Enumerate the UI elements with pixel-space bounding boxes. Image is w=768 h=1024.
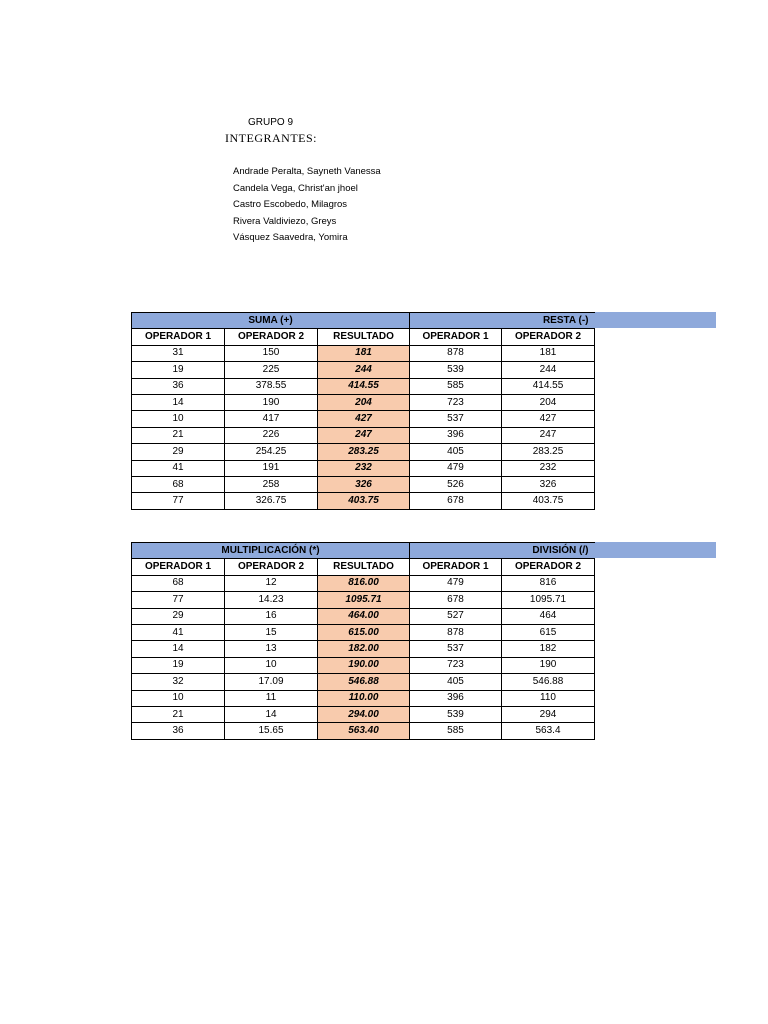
- column-header: OPERADOR 2: [502, 559, 595, 575]
- table-cell: 244: [502, 362, 595, 378]
- column-header: RESULTADO: [318, 329, 410, 345]
- result-cell: 816.00: [318, 575, 410, 591]
- table-cell: 539: [410, 706, 502, 722]
- column-header: OPERADOR 1: [132, 329, 225, 345]
- table-cell: 10: [132, 690, 225, 706]
- table-cell: 427: [502, 411, 595, 427]
- result-cell: 563.40: [318, 723, 410, 739]
- result-cell: 182.00: [318, 641, 410, 657]
- member-name: Andrade Peralta, Sayneth Vanessa: [233, 166, 381, 177]
- table-cell: 10: [132, 411, 225, 427]
- result-cell: 615.00: [318, 624, 410, 640]
- table-cell: 615: [502, 624, 595, 640]
- table-cell: 326: [502, 476, 595, 492]
- table-cell: 414.55: [502, 378, 595, 394]
- result-cell: 403.75: [318, 493, 410, 509]
- member-name: Rivera Valdiviezo, Greys: [233, 215, 337, 227]
- table-cell: 32: [132, 674, 225, 690]
- table-row: [132, 608, 595, 624]
- members-list: [233, 164, 381, 247]
- table-cell: 479: [410, 460, 502, 476]
- table-row: [132, 674, 595, 690]
- table-row: [132, 427, 595, 443]
- table-title-row: [132, 543, 595, 559]
- table-row: [132, 493, 595, 509]
- table-cell: 326.75: [225, 493, 318, 509]
- table-cell: 15.65: [225, 723, 318, 739]
- table-cell: 77: [132, 493, 225, 509]
- table-cell: 678: [410, 592, 502, 608]
- division-title: DIVISIÓN (/): [410, 543, 595, 559]
- table-cell: 68: [132, 575, 225, 591]
- table-cell: 537: [410, 411, 502, 427]
- table-row: [132, 723, 595, 739]
- table-cell: 41: [132, 460, 225, 476]
- table-cell: 150: [225, 345, 318, 361]
- table-cell: 29: [132, 444, 225, 460]
- table-row: [132, 575, 595, 591]
- header-band-right: [594, 312, 716, 328]
- table-cell: 110: [502, 690, 595, 706]
- table-cell: 526: [410, 476, 502, 492]
- column-header: OPERADOR 2: [225, 559, 318, 575]
- table-row: [132, 690, 595, 706]
- table-cell: 190: [502, 657, 595, 673]
- table-cell: 878: [410, 345, 502, 361]
- table-cell: 190: [225, 394, 318, 410]
- table-cell: 181: [502, 345, 595, 361]
- table-row: [132, 706, 595, 722]
- table-row: [132, 592, 595, 608]
- table-cell: 14: [225, 706, 318, 722]
- table-cell: 10: [225, 657, 318, 673]
- table-cell: 225: [225, 362, 318, 378]
- table-cell: 13: [225, 641, 318, 657]
- member-name: Castro Escobedo, Milagros: [233, 199, 348, 210]
- table-cell: 254.25: [225, 444, 318, 460]
- result-cell: 232: [318, 460, 410, 476]
- table-cell: 723: [410, 394, 502, 410]
- table-cell: 723: [410, 657, 502, 673]
- table-cell: 878: [410, 624, 502, 640]
- table-row: [132, 411, 595, 427]
- table-cell: 283.25: [502, 444, 595, 460]
- table-row: [132, 394, 595, 410]
- resta-title: RESTA (-): [410, 313, 595, 329]
- result-cell: 1095.71: [318, 592, 410, 608]
- suma-resta-body: [132, 345, 595, 509]
- table-cell: 417: [225, 411, 318, 427]
- table-cell: 678: [410, 493, 502, 509]
- mult-div-body: [132, 575, 595, 739]
- result-cell: 244: [318, 362, 410, 378]
- table-cell: 479: [410, 575, 502, 591]
- table-cell: 232: [502, 460, 595, 476]
- table-cell: 77: [132, 592, 225, 608]
- table-cell: 16: [225, 608, 318, 624]
- table-row: [132, 444, 595, 460]
- table-cell: 14: [132, 641, 225, 657]
- mult-div-table: [131, 542, 595, 740]
- table-cell: 378.55: [225, 378, 318, 394]
- table-cell: 405: [410, 444, 502, 460]
- result-cell: 427: [318, 411, 410, 427]
- table-cell: 258: [225, 476, 318, 492]
- table-cell: 14.23: [225, 592, 318, 608]
- table-cell: 396: [410, 427, 502, 443]
- table-cell: 537: [410, 641, 502, 657]
- table-cell: 15: [225, 624, 318, 640]
- table-cell: 546.88: [502, 674, 595, 690]
- table-cell: 21: [132, 706, 225, 722]
- table-cell: 36: [132, 378, 225, 394]
- table-cell: 31: [132, 345, 225, 361]
- table-cell: 539: [410, 362, 502, 378]
- table-cell: 29: [132, 608, 225, 624]
- table-cell: 405: [410, 674, 502, 690]
- header-band-right: [594, 542, 716, 558]
- table-row: [132, 624, 595, 640]
- table-cell: 396: [410, 690, 502, 706]
- table-cell: 36: [132, 723, 225, 739]
- suma-title: SUMA (+): [132, 313, 410, 329]
- result-cell: 181: [318, 345, 410, 361]
- table-cell: 21: [132, 427, 225, 443]
- column-header: OPERADOR 1: [132, 559, 225, 575]
- multiplicacion-title: MULTIPLICACIÓN (*): [132, 543, 410, 559]
- table-cell: 182: [502, 641, 595, 657]
- table-cell: 41: [132, 624, 225, 640]
- table-cell: 585: [410, 723, 502, 739]
- column-header: OPERADOR 1: [410, 329, 502, 345]
- table-cell: 563.4: [502, 723, 595, 739]
- result-cell: 204: [318, 394, 410, 410]
- result-cell: 326: [318, 476, 410, 492]
- table-cell: 12: [225, 575, 318, 591]
- column-header-row: [132, 329, 595, 345]
- result-cell: 247: [318, 427, 410, 443]
- column-header: RESULTADO: [318, 559, 410, 575]
- column-header: OPERADOR 2: [502, 329, 595, 345]
- table-cell: 294: [502, 706, 595, 722]
- table-row: [132, 378, 595, 394]
- result-cell: 283.25: [318, 444, 410, 460]
- member-name: Vásquez Saavedra, Yomira: [233, 232, 348, 243]
- result-cell: 546.88: [318, 674, 410, 690]
- table-cell: 247: [502, 427, 595, 443]
- table-cell: 204: [502, 394, 595, 410]
- suma-resta-table: [131, 312, 595, 510]
- column-header-row: [132, 559, 595, 575]
- group-title: GRUPO 9: [248, 117, 294, 128]
- table-cell: 19: [132, 657, 225, 673]
- result-cell: 464.00: [318, 608, 410, 624]
- table-cell: 464: [502, 608, 595, 624]
- result-cell: 190.00: [318, 657, 410, 673]
- table-cell: 527: [410, 608, 502, 624]
- column-header: OPERADOR 1: [410, 559, 502, 575]
- result-cell: 414.55: [318, 378, 410, 394]
- table-cell: 1095.71: [502, 592, 595, 608]
- table-row: [132, 641, 595, 657]
- member-name: Candela Vega, Christ'an jhoel: [233, 182, 358, 194]
- result-cell: 110.00: [318, 690, 410, 706]
- table-title-row: [132, 313, 595, 329]
- table-cell: 68: [132, 476, 225, 492]
- table-row: [132, 345, 595, 361]
- table-row: [132, 657, 595, 673]
- table-cell: 191: [225, 460, 318, 476]
- table-cell: 816: [502, 575, 595, 591]
- members-label: INTEGRANTES:: [225, 131, 317, 145]
- table-cell: 585: [410, 378, 502, 394]
- table-cell: 403.75: [502, 493, 595, 509]
- table-row: [132, 476, 595, 492]
- table-cell: 226: [225, 427, 318, 443]
- table-cell: 11: [225, 690, 318, 706]
- table-cell: 17.09: [225, 674, 318, 690]
- table-row: [132, 362, 595, 378]
- table-row: [132, 460, 595, 476]
- table-cell: 19: [132, 362, 225, 378]
- table-cell: 14: [132, 394, 225, 410]
- result-cell: 294.00: [318, 706, 410, 722]
- column-header: OPERADOR 2: [225, 329, 318, 345]
